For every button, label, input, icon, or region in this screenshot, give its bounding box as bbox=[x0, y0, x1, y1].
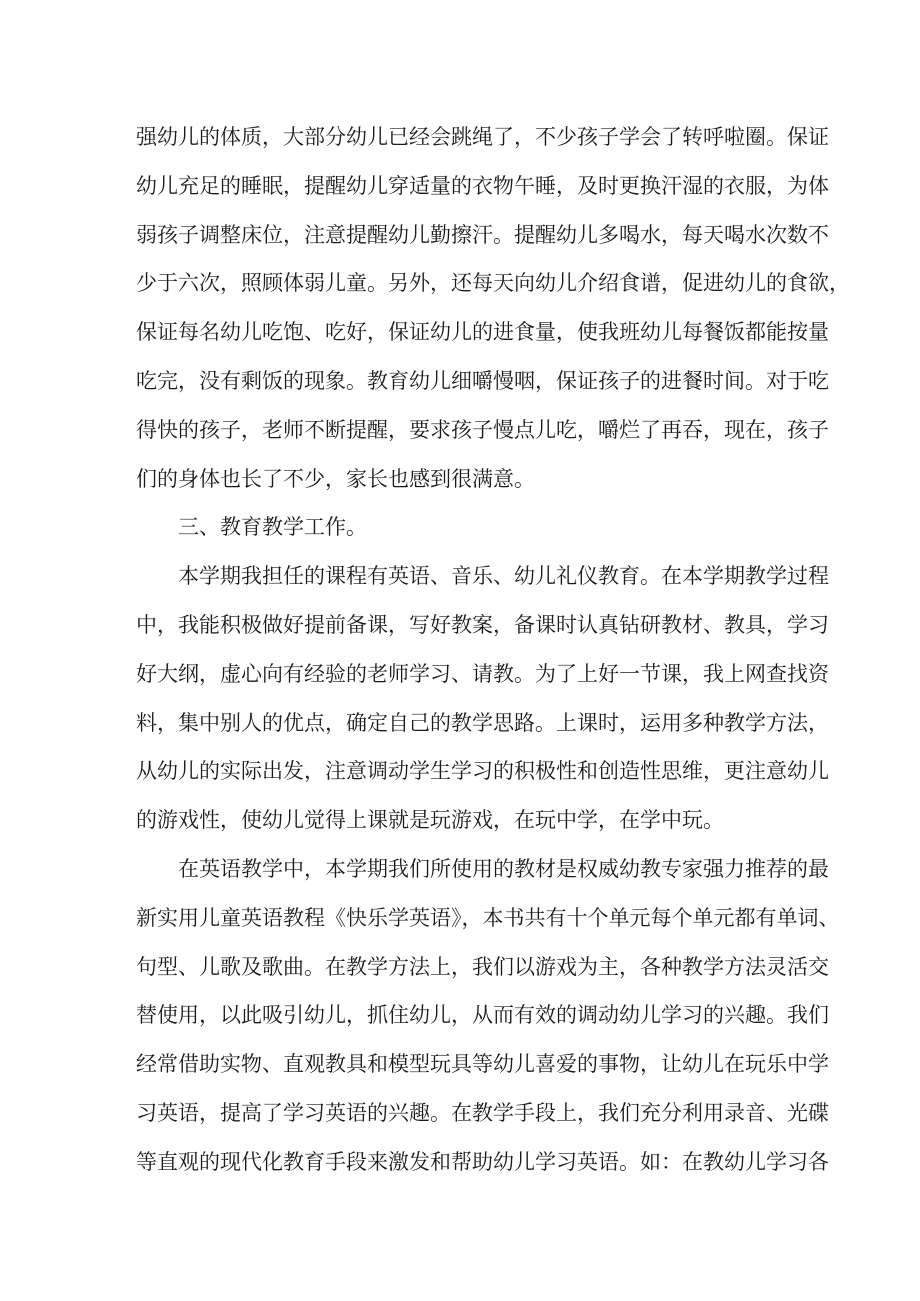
text-line: 新实用儿童英语教程《快乐学英语》，本书共有十个单元每个单元都有单词、 bbox=[136, 905, 840, 930]
paragraph-english-teaching bbox=[136, 845, 840, 1187]
text-line: 得快的孩子，老师不断提醒，要求孩子慢点儿吃，嚼烂了再吞，现在，孩子 bbox=[136, 417, 829, 442]
section-heading: 三、教育教学工作。 bbox=[178, 515, 367, 540]
text-line: 本学期我担任的课程有英语、音乐、幼儿礼仪教育。在本学期教学过程 bbox=[178, 564, 829, 589]
text-line: 弱孩子调整床位，注意提醒幼儿勤擦汗。提醒幼儿多喝水，每天喝水次数不 bbox=[136, 222, 829, 247]
text-line: 在英语教学中，本学期我们所使用的教材是权威幼教专家强力推荐的最 bbox=[178, 856, 829, 881]
text-line: 的游戏性，使幼儿觉得上课就是玩游戏，在玩中学，在学中玩。 bbox=[136, 808, 724, 833]
text-line: 们的身体也长了不少，家长也感到很满意。 bbox=[136, 466, 535, 491]
text-line: 幼儿充足的睡眠，提醒幼儿穿适量的衣物午睡，及时更换汗湿的衣服，为体 bbox=[136, 173, 829, 198]
text-line: 经常借助实物、直观教具和模型玩具等幼儿喜爱的事物，让幼儿在玩乐中学 bbox=[136, 1052, 829, 1077]
text-line: 少于六次，照顾体弱儿童。另外，还每天向幼儿介绍食谱，促进幼儿的食欲， bbox=[136, 271, 850, 296]
text-line: 替使用，以此吸引幼儿，抓住幼儿，从而有效的调动幼儿学习的兴趣。我们 bbox=[136, 1003, 829, 1028]
text-line: 等直观的现代化教育手段来激发和帮助幼儿学习英语。如：在教幼儿学习各 bbox=[136, 1149, 829, 1174]
text-line: 中，我能积极做好提前备课，写好教案，备课时认真钻研教材、教具，学习 bbox=[136, 612, 829, 637]
paragraph-courses bbox=[136, 552, 829, 845]
text-line: 保证每名幼儿吃饱、吃好，保证幼儿的进食量，使我班幼儿每餐饭都能按量 bbox=[136, 320, 829, 345]
paragraph-health-care bbox=[136, 113, 850, 503]
text-line: 好大纲，虚心向有经验的老师学习、请教。为了上好一节课，我上网查找资 bbox=[136, 661, 829, 686]
text-line: 吃完，没有剩饭的现象。教育幼儿细嚼慢咽，保证孩子的进餐时间。对于吃 bbox=[136, 368, 829, 393]
text-line: 料，集中别人的优点，确定自己的教学思路。上课时，运用多种教学方法， bbox=[136, 710, 829, 735]
document-body bbox=[136, 113, 850, 1187]
text-line: 句型、儿歌及歌曲。在教学方法上，我们以游戏为主，各种教学方法灵活交 bbox=[136, 954, 829, 979]
text-line: 习英语，提高了学习英语的兴趣。在教学手段上，我们充分利用录音、光碟 bbox=[136, 1100, 829, 1125]
text-line: 从幼儿的实际出发，注意调动学生学习的积极性和创造性思维，更注意幼儿 bbox=[136, 759, 829, 784]
text-line: 强幼儿的体质，大部分幼儿已经会跳绳了，不少孩子学会了转呼啦圈。保证 bbox=[136, 125, 829, 149]
